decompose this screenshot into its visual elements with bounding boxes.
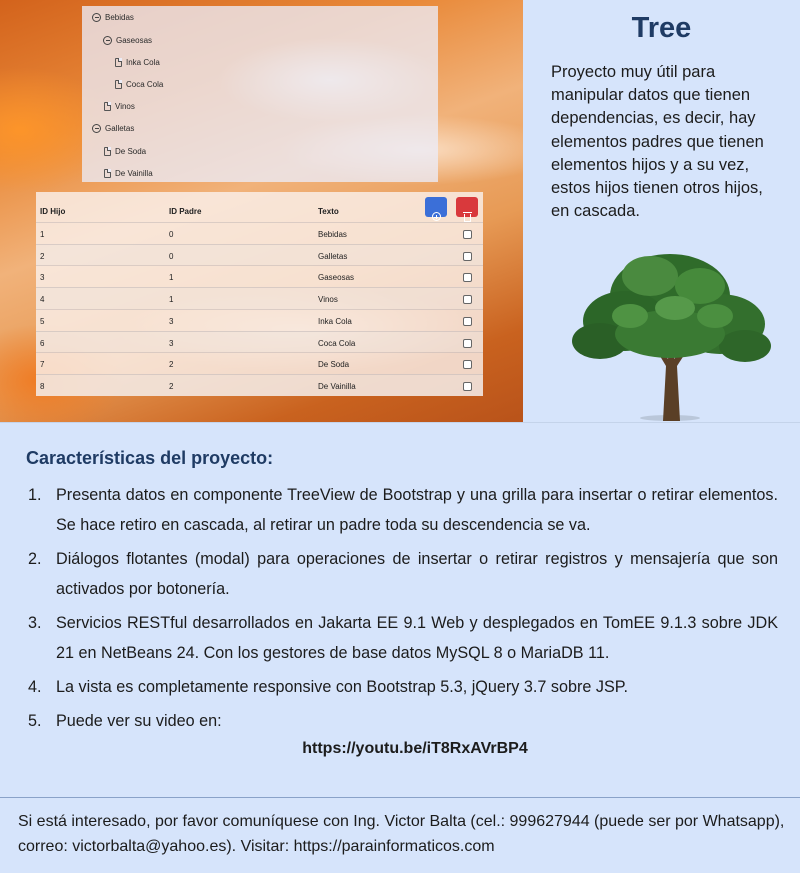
- cell-id-hijo: 5: [40, 316, 45, 326]
- cell-id-hijo: 4: [40, 295, 45, 305]
- page-title: Tree: [631, 12, 692, 44]
- video-link[interactable]: https://youtu.be/iT8RxAVrBP4: [302, 740, 528, 757]
- section-divider: [0, 422, 800, 423]
- cell-id-padre: 2: [169, 360, 174, 370]
- collapse-icon[interactable]: [92, 13, 101, 22]
- contact-footer: Si está interesado, por favor comuníquese con Ing. Victor Balta (cel.: 999627944 (puede ser por Whatsapp), correo: victorbalta@yahoo.es). Visitar: https://parainformaticos.com: [18, 813, 785, 855]
- list-item: [28, 608, 778, 668]
- collapse-icon[interactable]: [92, 124, 101, 133]
- tree-node-inka-cola[interactable]: [115, 53, 160, 71]
- row-checkbox[interactable]: [463, 295, 472, 304]
- cell-texto: De Vainilla: [318, 381, 356, 391]
- cell-id-padre: 0: [169, 230, 174, 239]
- tree-node-label: Bebidas: [105, 12, 134, 22]
- file-icon: [104, 169, 111, 178]
- tree-node-galletas[interactable]: [92, 119, 134, 137]
- cell-id-padre: 3: [169, 316, 174, 326]
- table-row[interactable]: [36, 374, 483, 396]
- plus-circle-icon: [432, 212, 441, 221]
- row-checkbox[interactable]: [463, 252, 472, 261]
- grid-body: [36, 222, 483, 396]
- cell-texto: Vinos: [318, 295, 338, 305]
- cell-id-padre: 1: [169, 273, 174, 283]
- row-checkbox[interactable]: [463, 360, 472, 369]
- header-id-padre: ID Padre: [169, 207, 202, 216]
- cell-texto: Bebidas: [318, 230, 347, 239]
- cell-id-hijo: 8: [40, 381, 45, 391]
- list-number: 5.: [28, 712, 42, 730]
- list-text: Servicios RESTful desarrollados en Jakarta EE 9.1 Web y desplegados en TomEE 9.1.3 sobre JDK 21 en NetBeans 24. Con los gestores de base datos MySQL 8 o MariaDB 11.: [56, 614, 778, 662]
- add-button[interactable]: [425, 197, 447, 217]
- cell-texto: Gaseosas: [318, 273, 355, 283]
- cell-texto: Galletas: [318, 251, 348, 261]
- list-item: [28, 480, 778, 540]
- tree-node-de-soda[interactable]: [104, 142, 146, 160]
- cell-id-hijo: 3: [40, 273, 45, 283]
- table-row[interactable]: [36, 222, 483, 244]
- grid-header: [36, 192, 483, 222]
- collapse-icon[interactable]: [103, 36, 112, 45]
- tree-node-de-vainilla[interactable]: [104, 164, 153, 182]
- tree-node-label: Galletas: [105, 123, 135, 133]
- app-screenshot: [0, 0, 523, 422]
- cell-id-hijo: 7: [40, 360, 45, 370]
- list-text: Puede ver su video en:: [56, 712, 222, 730]
- cell-texto: Coca Cola: [318, 338, 356, 348]
- delete-button[interactable]: [456, 197, 478, 217]
- tree-node-vinos[interactable]: [104, 97, 135, 115]
- cell-id-padre: 3: [169, 338, 174, 348]
- table-row[interactable]: [36, 331, 483, 353]
- list-item: [28, 544, 778, 604]
- tree-node-label: Coca Cola: [126, 79, 164, 89]
- list-item: [28, 706, 778, 736]
- tree-node-label: De Soda: [115, 146, 147, 156]
- row-checkbox[interactable]: [463, 273, 472, 282]
- file-icon: [104, 147, 111, 156]
- treeview-panel: [82, 6, 438, 182]
- tree-node-label: De Vainilla: [115, 168, 153, 178]
- cell-id-padre: 1: [169, 295, 174, 305]
- characteristics-title: Características del proyecto:: [26, 448, 274, 468]
- row-checkbox[interactable]: [463, 382, 472, 391]
- cell-id-hijo: 1: [40, 230, 45, 239]
- cell-texto: Inka Cola: [318, 316, 352, 326]
- table-row[interactable]: [36, 309, 483, 331]
- header-id-hijo: ID Hijo: [40, 207, 66, 216]
- footer-divider: [0, 797, 800, 798]
- list-text: Presenta datos en componente TreeView de Bootstrap y una grilla para insertar o retirar elementos. Se hace retiro en cascada, al retirar un padre toda su descendencia se va.: [56, 486, 778, 534]
- trash-icon: [464, 214, 471, 222]
- row-checkbox[interactable]: [463, 317, 472, 326]
- row-checkbox[interactable]: [463, 339, 472, 348]
- cell-id-hijo: 6: [40, 338, 45, 348]
- tree-illustration-icon: [570, 246, 772, 424]
- cell-id-padre: 2: [169, 381, 174, 391]
- list-text: Diálogos flotantes (modal) para operaciones de insertar o retirar registros y mensajería que son activados por botonería.: [56, 550, 778, 598]
- row-checkbox[interactable]: [463, 230, 472, 239]
- tree-node-bebidas[interactable]: [92, 8, 134, 26]
- cell-texto: De Soda: [318, 360, 350, 370]
- tree-node-gaseosas[interactable]: [103, 31, 152, 49]
- file-icon: [115, 58, 122, 67]
- list-number: 4.: [28, 678, 42, 696]
- table-row[interactable]: [36, 265, 483, 287]
- file-icon: [115, 80, 122, 89]
- table-row[interactable]: [36, 244, 483, 266]
- list-number: 3.: [28, 614, 42, 632]
- tree-node-label: Inka Cola: [126, 57, 160, 67]
- tree-node-label: Vinos: [115, 101, 135, 111]
- list-item: [28, 672, 778, 702]
- project-description: Proyecto muy útil para manipular datos que tienen dependencias, es decir, hay elementos padres que tienen elementos hijos y a su vez, estos hijos tienen otros hijos, en cascada.: [551, 63, 764, 221]
- characteristics-list: [28, 480, 778, 736]
- tree-node-label: Gaseosas: [116, 35, 153, 45]
- table-row[interactable]: [36, 352, 483, 374]
- header-texto: Texto: [318, 207, 339, 216]
- list-number: 1.: [28, 486, 42, 504]
- tree-node-coca-cola[interactable]: [115, 75, 163, 93]
- file-icon: [104, 102, 111, 111]
- cell-id-hijo: 2: [40, 251, 45, 261]
- cell-id-padre: 0: [169, 251, 174, 261]
- list-number: 2.: [28, 550, 42, 568]
- data-grid: [36, 192, 483, 396]
- list-text: La vista es completamente responsive con Bootstrap 5.3, jQuery 3.7 sobre JSP.: [56, 678, 628, 696]
- table-row[interactable]: [36, 287, 483, 309]
